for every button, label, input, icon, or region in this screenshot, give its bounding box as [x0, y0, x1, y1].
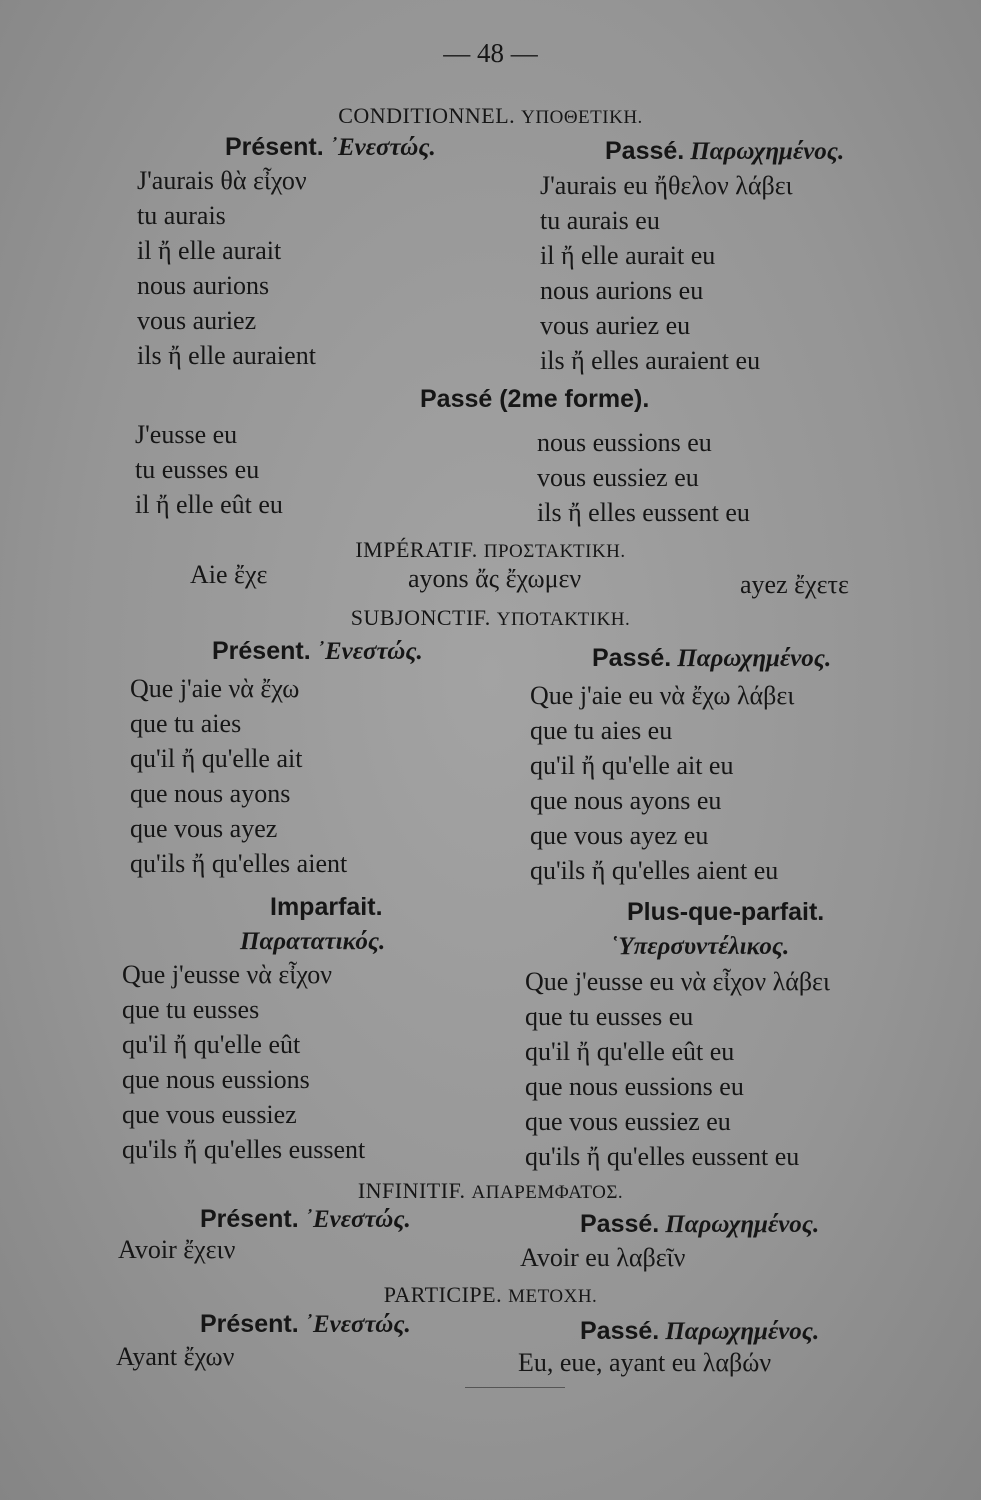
conjugation-line: il ἤ elle aurait eu: [540, 241, 716, 270]
conjugation-line: qu'il ἤ qu'elle eût eu: [525, 1037, 735, 1066]
conjugation-line: que tu eusses: [122, 995, 260, 1024]
conjugation-line: qu'ils ἤ qu'elles aient eu: [530, 856, 779, 885]
conjugation-line: que vous ayez: [130, 814, 278, 843]
section-title-greek: ΥΠΟΤΑΚΤΙΚΗ.: [496, 609, 631, 630]
conjugation-line: il ἤ elle eût eu: [135, 490, 283, 519]
conjugation-line: vous eussiez eu: [537, 463, 699, 492]
heading-greek: Παρωχημένος.: [665, 1211, 820, 1238]
conjugation-line: que nous eussions eu: [525, 1072, 744, 1101]
section-title-infinitif: [0, 1178, 981, 1204]
section-title-greek: ΜΕΤΟΧΗ.: [508, 1286, 598, 1307]
participe-present-line: Ayant ἔχων: [116, 1342, 235, 1371]
heading-greek: ᾿Ενεστώς.: [304, 1206, 411, 1233]
heading-label: Présent.: [200, 1310, 299, 1338]
conjugation-line: qu'il ἤ qu'elle eût: [122, 1030, 301, 1059]
conjugation-line: Que j'aie eu νὰ ἔχω λάβει: [530, 681, 795, 710]
conjugation-line: que vous eussiez: [122, 1100, 297, 1129]
subjonctif-present-heading: [212, 637, 423, 666]
infinitif-present-heading: [200, 1205, 411, 1234]
conjugation-line: J'aurais eu ἤθελον λάβει: [540, 171, 793, 200]
section-title: IMPÉRATIF.: [355, 537, 478, 562]
subjonctif-pqp-heading: Plus-que-parfait.: [627, 898, 825, 926]
conditionnel-present-heading: [225, 133, 436, 162]
conjugation-line: que nous eussions: [122, 1065, 310, 1094]
heading-label: Passé.: [605, 137, 685, 165]
conditionnel-passe2-heading: Passé (2me forme).: [420, 385, 650, 413]
subjonctif-present-list: [130, 671, 347, 881]
section-title-conditionnel: [0, 103, 981, 129]
section-title: PARTICIPE.: [383, 1282, 503, 1307]
section-title-greek: ΥΠΟΘΕΤΙΚΗ.: [521, 107, 643, 128]
infinitif-passe-line: Avoir eu λαβεῖν: [520, 1243, 686, 1272]
conjugation-line: qu'il ἤ qu'elle ait: [130, 744, 303, 773]
conjugation-line: que nous ayons eu: [530, 786, 722, 815]
section-title: INFINITIF.: [357, 1178, 466, 1203]
subjonctif-pqp-list: [525, 964, 830, 1174]
section-title: CONDITIONNEL.: [338, 103, 516, 128]
section-title-greek: ΠΡΟΣΤΑΚΤΙΚΗ.: [483, 541, 626, 562]
section-title: SUBJONCTIF.: [350, 605, 491, 630]
conjugation-line: qu'ils ἤ qu'elles eussent eu: [525, 1142, 800, 1171]
heading-label: Passé.: [592, 644, 672, 672]
conditionnel-passe-list: [540, 168, 793, 378]
conjugation-line: que tu aies eu: [530, 716, 673, 745]
heading-greek: Παρωχημένος.: [677, 645, 832, 672]
heading-greek: Παρωχημένος.: [690, 138, 845, 165]
conditionnel-passe2-left-list: [135, 417, 283, 522]
participe-passe-line: Eu, eue, ayant eu λαβών: [518, 1348, 772, 1377]
conjugation-line: que nous ayons: [130, 779, 291, 808]
section-title-imperatif: [0, 537, 981, 563]
subjonctif-passe-heading: [592, 644, 831, 673]
conjugation-line: nous aurions: [137, 271, 270, 300]
conjugation-line: que vous eussiez eu: [525, 1107, 731, 1136]
conjugation-line: vous auriez eu: [540, 311, 691, 340]
heading-label: Présent.: [200, 1205, 299, 1233]
heading-label: Passé.: [580, 1317, 660, 1345]
conjugation-line: J'eusse eu: [135, 420, 238, 449]
section-title-subjonctif: [0, 605, 981, 631]
conjugation-line: Que j'eusse eu νὰ εἶχον λάβει: [525, 967, 830, 996]
conjugation-line: J'aurais θὰ εἶχον: [137, 166, 307, 195]
infinitif-passe-heading: [580, 1210, 819, 1239]
conjugation-line: nous eussions eu: [537, 428, 712, 457]
heading-greek: ᾿Ενεστώς.: [316, 638, 423, 665]
bottom-rule: [465, 1387, 565, 1388]
infinitif-present-line: Avoir ἔχειν: [118, 1235, 236, 1264]
subjonctif-imparfait-heading: Imparfait.: [270, 893, 383, 921]
conjugation-line: tu aurais eu: [540, 206, 660, 235]
section-title-participe: [0, 1282, 981, 1308]
heading-greek: ᾿Ενεστώς.: [304, 1311, 411, 1338]
conjugation-line: Que j'eusse νὰ εἶχον: [122, 960, 333, 989]
conjugation-line: Que j'aie νὰ ἔχω: [130, 674, 300, 703]
conjugation-line: nous aurions eu: [540, 276, 704, 305]
subjonctif-imparfait-heading-greek: Παρατατικός.: [240, 928, 386, 955]
conjugation-line: que vous ayez eu: [530, 821, 709, 850]
heading-greek: ᾿Ενεστώς.: [329, 134, 436, 161]
imperatif-form: Aie ἔχε: [190, 560, 268, 589]
subjonctif-imparfait-list: [122, 957, 365, 1167]
imperatif-form: ayez ἔχετε: [740, 570, 849, 599]
conjugation-line: il ἤ elle aurait: [137, 236, 282, 265]
heading-label: Passé.: [580, 1210, 660, 1238]
conjugation-line: tu aurais: [137, 201, 226, 230]
heading-label: Présent.: [225, 133, 324, 161]
imperatif-form: ayons ἄς ἔχωμεν: [408, 564, 582, 593]
conjugation-line: ils ἤ elles eussent eu: [537, 498, 750, 527]
participe-passe-heading: [580, 1317, 819, 1346]
conjugation-line: ils ἤ elles auraient eu: [540, 346, 761, 375]
subjonctif-pqp-heading-greek: ῾Υπερσυντέλικος.: [610, 933, 790, 960]
section-title-greek: ΑΠΑΡΕΜΦΑΤΟΣ.: [471, 1182, 624, 1203]
conditionnel-present-list: [137, 163, 316, 373]
heading-label: Présent.: [212, 637, 311, 665]
participe-present-heading: [200, 1310, 411, 1339]
conjugation-line: qu'il ἤ qu'elle ait eu: [530, 751, 734, 780]
conditionnel-passe2-right-list: [537, 425, 750, 530]
conjugation-line: ils ἤ elle auraient: [137, 341, 316, 370]
subjonctif-passe-list: [530, 678, 794, 888]
heading-greek: Παρωχημένος.: [665, 1318, 820, 1345]
conditionnel-passe-heading: [605, 137, 844, 166]
conjugation-line: tu eusses eu: [135, 455, 260, 484]
page-number: — 48 —: [443, 38, 538, 68]
conjugation-line: vous auriez: [137, 306, 257, 335]
conjugation-line: qu'ils ἤ qu'elles eussent: [122, 1135, 366, 1164]
conjugation-line: que tu eusses eu: [525, 1002, 694, 1031]
conjugation-line: qu'ils ἤ qu'elles aient: [130, 849, 348, 878]
conjugation-line: que tu aies: [130, 709, 242, 738]
